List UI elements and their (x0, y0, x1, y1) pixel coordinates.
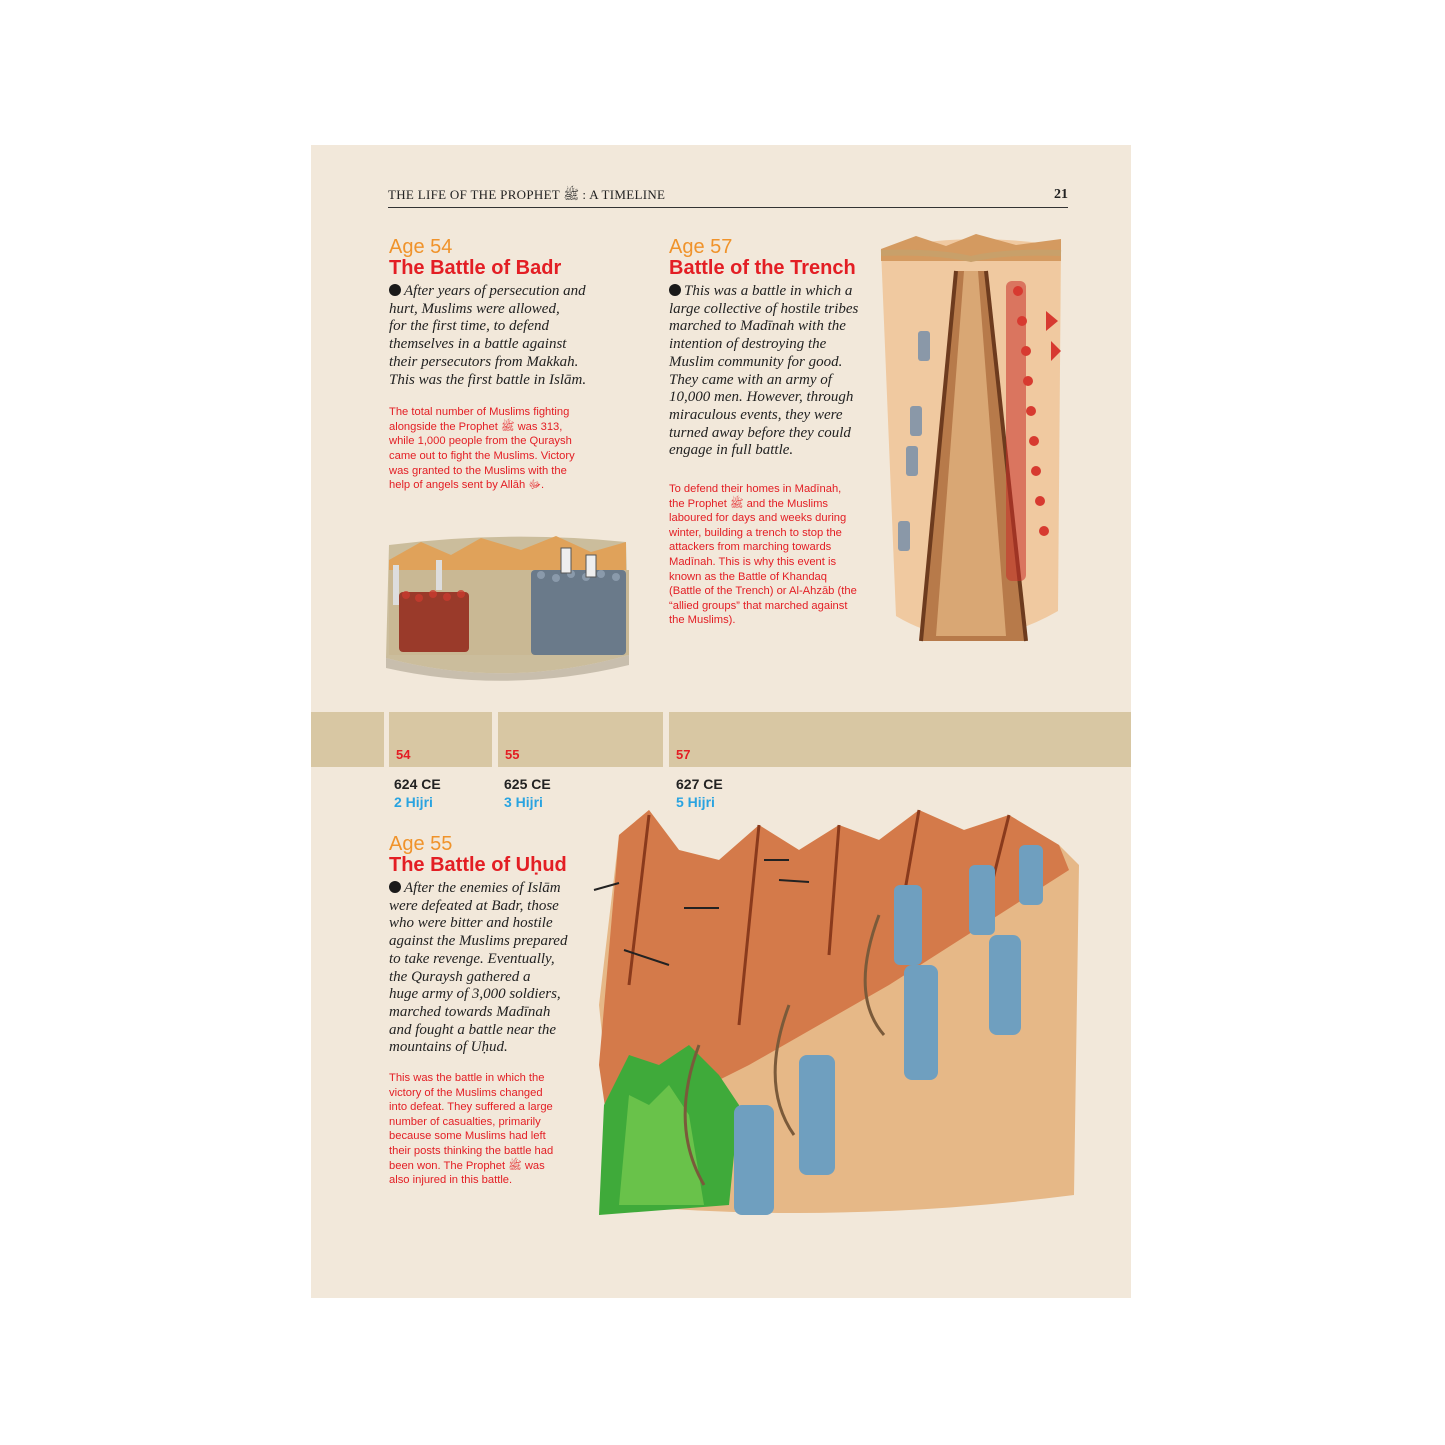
timeline-ce-year: 625 CE (504, 776, 551, 792)
bullet-icon (389, 881, 401, 893)
note-text: The total number of Muslims fighting alongside the Prophet ﷺ was 313, while 1,000 people from the Quraysh came out to fight the Muslims. Victory was granted to the Muslims with the help of angels sent by Allāh ﷻ. (389, 406, 575, 492)
section-badr (389, 237, 619, 493)
section-trench (669, 237, 879, 628)
page-number: 21 (1054, 187, 1068, 202)
note-text: To defend their homes in Madīnah, the Prophet ﷺ and the Muslims laboured for days and weeks during winter, building a trench to stop the attackers from marching towards Madīnah. This is why this event is known as the Battle of Khandaq (Battle of the Trench) or Al-Ahzāb (the “allied groups” that marched against the Muslims). (669, 483, 857, 627)
section-title: Battle of the Trench (669, 257, 856, 279)
body-text: This was a battle in which a large collective of hostile tribes marched to Madīnah with the intention of destroying the Muslim community for good. They came with an army of 10,000 men. However, through miraculous events, they were turned away before they could engage in full battle. (669, 283, 859, 459)
timeline-ce-year: 627 CE (676, 776, 723, 792)
age-heading: Age 54 (389, 236, 453, 258)
note-text: This was the battle in which the victory of the Muslims changed into defeat. They suffered a large number of casualties, primarily because some Muslims had left their posts thinking the battle had been won. The Prophet ﷺ was also injured in this battle. (389, 1072, 554, 1187)
timeline-hijri-year: 5 Hijri (676, 794, 715, 810)
battle-of-uhud-illustration (589, 805, 1089, 1225)
timeline-band (669, 712, 1131, 767)
section-title: The Battle of Uḥud (389, 854, 567, 876)
timeline-hijri-year: 3 Hijri (504, 794, 543, 810)
battle-of-badr-illustration (381, 530, 631, 690)
timeline-age-number: 57 (676, 747, 691, 762)
battle-of-the-trench-illustration (876, 231, 1066, 651)
timeline-ce-year: 624 CE (394, 776, 441, 792)
age-heading: Age 55 (389, 833, 453, 855)
timeline-hijri-year: 2 Hijri (394, 794, 433, 810)
book-page (311, 145, 1131, 1298)
timeline-age-number: 54 (396, 747, 411, 762)
section-title: The Battle of Badr (389, 257, 562, 279)
body-text: After years of persecution and hurt, Muslims were allowed, for the first time, to defend themselves in a battle against their persecutors from Makkah. This was the first battle in Islām. (389, 283, 587, 388)
section-uhud (389, 834, 589, 1188)
age-heading: Age 57 (669, 236, 733, 258)
body-text: After the enemies of Islām were defeated at Badr, those who were bitter and hostile against the Muslims prepared to take revenge. Eventually, the Quraysh gathered a huge army of 3,000 soldiers, marched towards Madīnah and fought a battle near the mountains of Uḥud. (389, 880, 568, 1056)
timeline-band (498, 712, 663, 767)
timeline-band (311, 712, 384, 767)
running-header (388, 187, 1068, 208)
bullet-icon (389, 284, 401, 296)
running-title: THE LIFE OF THE PROPHET ﷺ : A TIMELINE (388, 187, 666, 202)
timeline-age-number: 55 (505, 747, 520, 762)
bullet-icon (669, 284, 681, 296)
